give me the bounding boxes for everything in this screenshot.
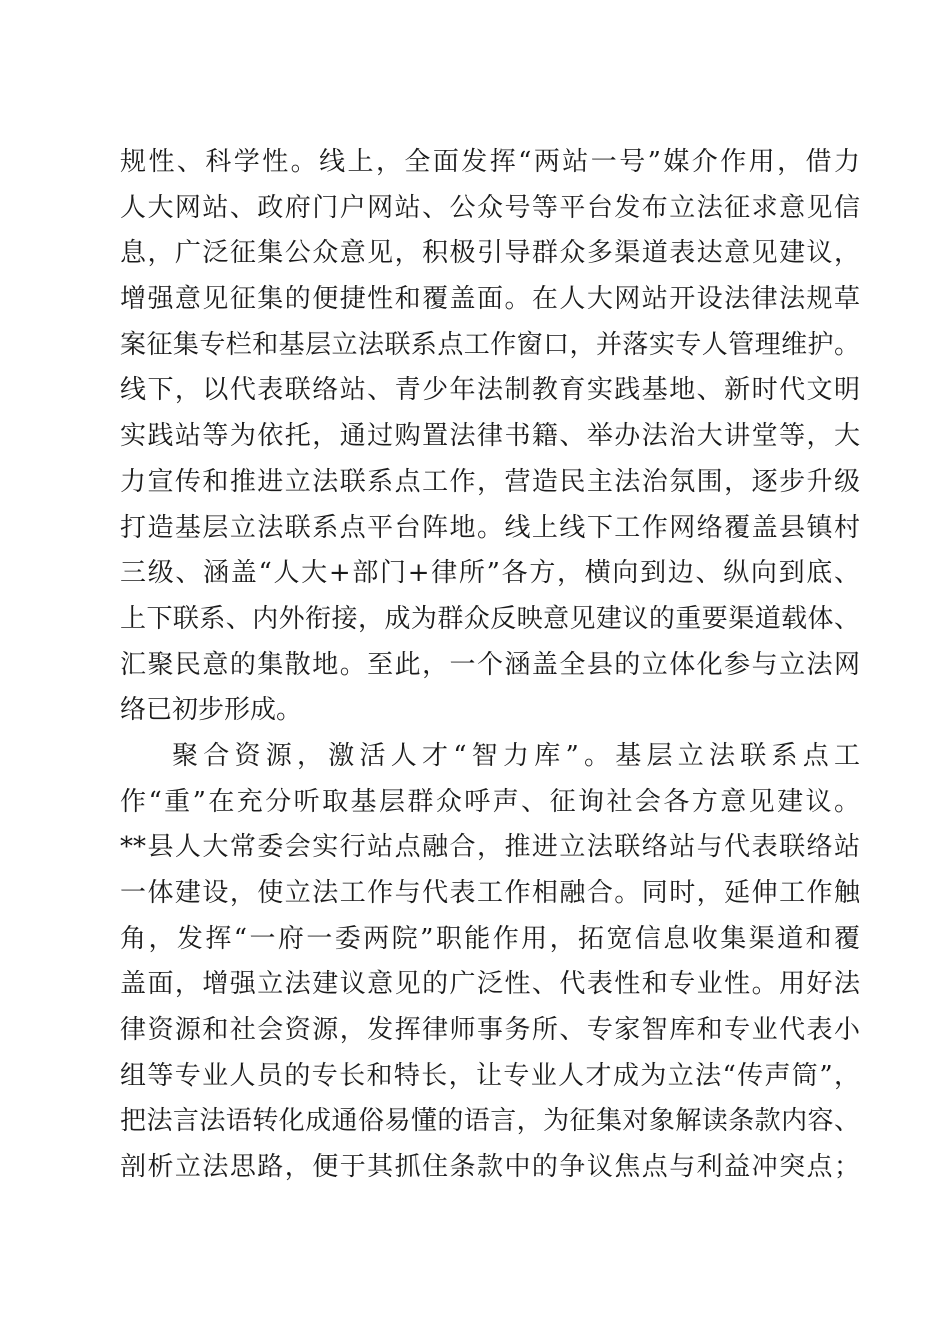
text-line: 线下，以代表联络站、青少年法制教育实践基地、新时代文明 [120,375,860,406]
body-text [120,140,860,1191]
text-line: 三级、涵盖“人大+部门+律所”各方，横向到边、纵向到底、 [120,558,860,589]
text-line: 作“重”在充分听取基层群众呼声、征询社会各方意见建议。 [120,786,860,817]
text-line: 实践站等为依托，通过购置法律书籍、举办法治大讲堂等，大 [120,421,860,452]
text-line: 组等专业人员的专长和特长，让专业人才成为立法“传声筒”， [120,1060,860,1091]
text-line: 把法言法语转化成通俗易懂的语言，为征集对象解读条款内容、 [120,1106,860,1137]
text-line: 规性、科学性。线上，全面发挥“两站一号”媒介作用，借力 [120,147,860,177]
text-line: 律资源和社会资源，发挥律师事务所、专家智库和专业代表小 [120,1015,860,1046]
text-line: 角，发挥“一府一委两院”职能作用，拓宽信息收集渠道和覆 [120,923,860,954]
text-line: 人大网站、政府门户网站、公众号等平台发布立法征求意见信 [120,192,860,223]
text-line: **县人大常委会实行站点融合，推进立法联络站与代表联络站 [120,832,860,863]
paragraph-start-line: 聚合资源，激活人才“智力库”。基层立法联系点工 [172,740,860,771]
text-line: 打造基层立法联系点平台阵地。线上线下工作网络覆盖县镇村 [120,512,860,543]
text-line: 汇聚民意的集散地。至此，一个涵盖全县的立体化参与立法网 [120,649,860,680]
text-line: 上下联系、内外衔接，成为群众反映意见建议的重要渠道载体、 [120,603,860,634]
text-line: 案征集专栏和基层立法联系点工作窗口，并落实专人管理维护。 [120,329,860,360]
text-line: 盖面，增强立法建议意见的广泛性、代表性和专业性。用好法 [120,969,860,1000]
text-line: 力宣传和推进立法联系点工作，营造民主法治氛围，逐步升级 [120,466,860,497]
text-line: 息，广泛征集公众意见，积极引导群众多渠道表达意见建议， [120,238,860,269]
paragraph-end-line: 络已初步形成。 [120,695,303,726]
text-line: 剖析立法思路，便于其抓住条款中的争议焦点与利益冲突点； [120,1152,860,1183]
text-line: 一体建设，使立法工作与代表工作相融合。同时，延伸工作触 [120,878,860,908]
text-line: 增强意见征集的便捷性和覆盖面。在人大网站开设法律法规草 [120,284,860,315]
